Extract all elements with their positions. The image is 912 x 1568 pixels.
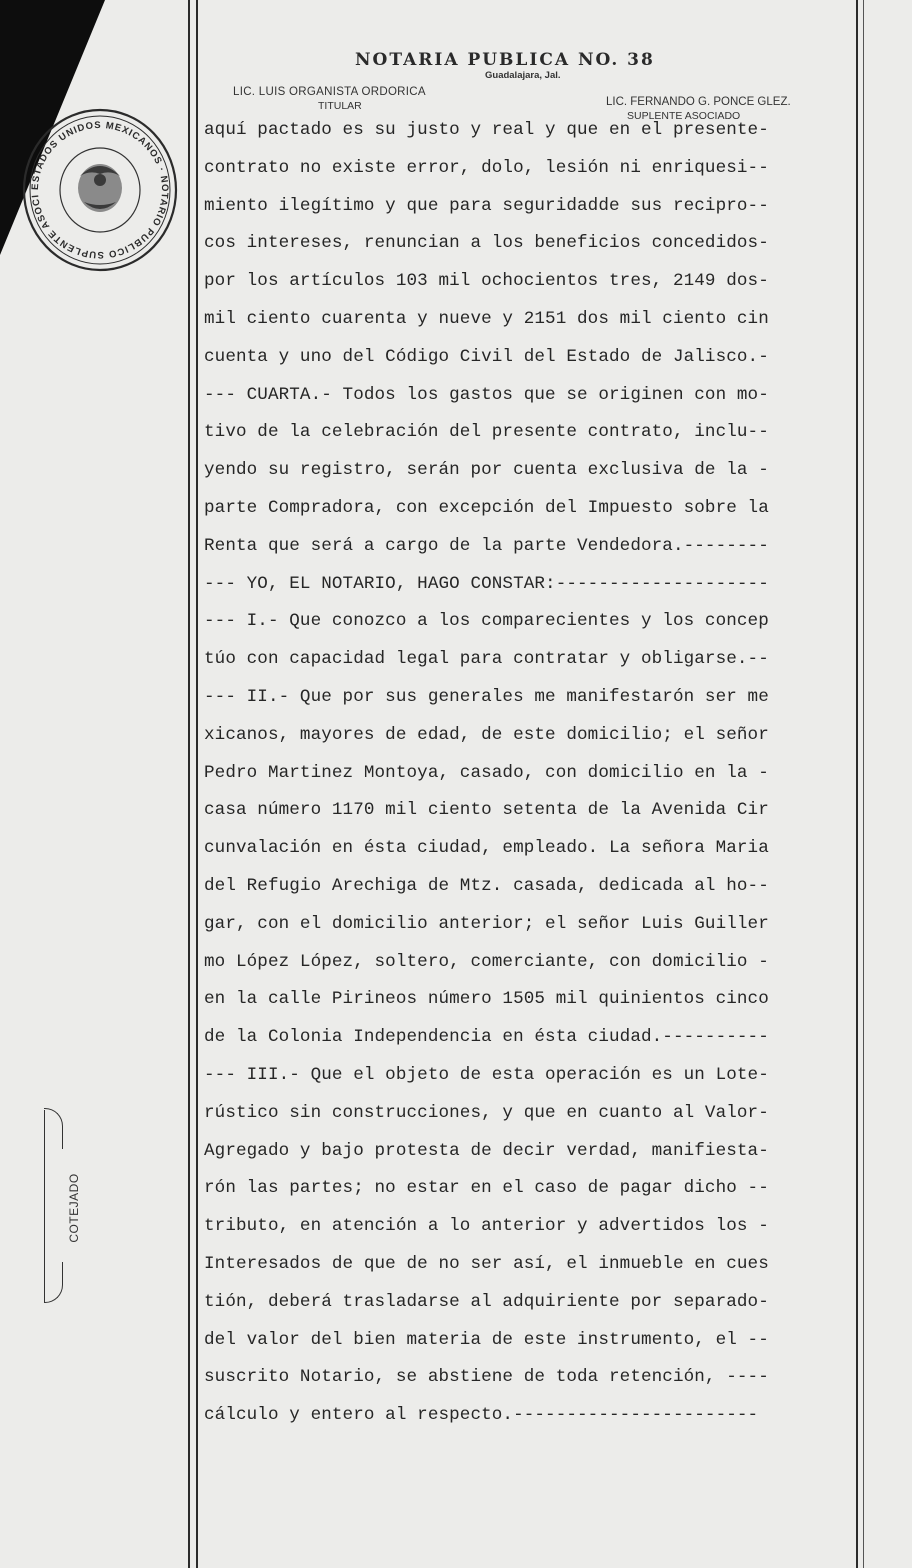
- text-line: mo López López, soltero, comerciante, con domicilio -: [204, 951, 769, 972]
- text-line: en la calle Pirineos número 1505 mil quinientos cinco: [204, 989, 769, 1010]
- text-line: cuenta y uno del Código Civil del Estado de Jalisco.-: [204, 346, 769, 367]
- text-line: yendo su registro, serán por cuenta exclusiva de la -: [204, 460, 769, 481]
- seal-lettering: ESTADOS UNIDOS MEXICANOS · NOTARIO PUBLICO SUPLENTE ASOCI: [29, 119, 171, 261]
- text-line: del Refugio Arechiga de Mtz. casada, dedicada al ho--: [204, 875, 769, 896]
- notary-office-city: Guadalajara, Jal.: [485, 70, 561, 81]
- text-line: mil ciento cuarenta y nueve y 2151 dos mil ciento cin: [204, 308, 769, 329]
- text-line: casa número 1170 mil ciento setenta de la Avenida Cir: [204, 800, 769, 821]
- text-line: contrato no existe error, dolo, lesión ni enriquesi--: [204, 157, 769, 178]
- margin-rule-left-inner: [196, 0, 198, 1568]
- notary-office-title: NOTARIA PUBLICA NO. 38: [355, 50, 655, 70]
- cotejado-stamp: COTEJADO: [67, 1173, 81, 1243]
- text-line: --- I.- Que conozco a los comparecientes y los concep: [204, 611, 769, 632]
- text-line: de la Colonia Independencia en ésta ciudad.----------: [204, 1027, 769, 1048]
- text-line: túo con capacidad legal para contratar y obligarse.--: [204, 649, 769, 670]
- cotejado-bracket-top: [44, 1108, 63, 1149]
- associate-name: LIC. FERNANDO G. PONCE GLEZ.: [606, 96, 791, 108]
- text-line: por los artículos 103 mil ochocientos tres, 2149 dos-: [204, 271, 769, 292]
- text-line: tivo de la celebración del presente contrato, inclu--: [204, 422, 769, 443]
- text-line: xicanos, mayores de edad, de este domicilio; el señor: [204, 724, 769, 745]
- titular-role: TITULAR: [318, 100, 362, 112]
- text-line: --- II.- Que por sus generales me manifestarón ser me: [204, 686, 769, 707]
- text-line: gar, con el domicilio anterior; el señor Luis Guiller: [204, 913, 769, 934]
- text-line: cos intereses, renuncian a los beneficios concedidos-: [204, 233, 769, 254]
- margin-rule-right-inner: [856, 0, 858, 1568]
- text-line: aquí pactado es su justo y real y que en el presente-: [204, 120, 769, 140]
- titular-name: LIC. LUIS ORGANISTA ORDORICA: [233, 86, 426, 98]
- text-line: --- III.- Que el objeto de esta operación es un Lote-: [204, 1064, 769, 1085]
- text-line: del valor del bien materia de este instrumento, el --: [204, 1329, 769, 1350]
- text-line: rústico sin construcciones, y que en cuanto al Valor-: [204, 1102, 769, 1123]
- deed-body-text: [204, 112, 844, 1435]
- text-line: tión, deberá trasladarse al adquiriente por separado-: [204, 1291, 769, 1312]
- text-line: tributo, en atención a lo anterior y advertidos los -: [204, 1216, 769, 1237]
- text-line: miento ilegítimo y que para seguridadde sus recipro--: [204, 195, 769, 216]
- associate-role: SUPLENTE ASOCIADO: [627, 110, 741, 122]
- text-line: Pedro Martinez Montoya, casado, con domicilio en la -: [204, 762, 769, 783]
- text-line: cálculo y entero al respecto.-----------------------: [204, 1405, 759, 1426]
- margin-rule-left-outer: [188, 0, 190, 1568]
- margin-rule-right-outer: [863, 0, 864, 1568]
- text-line: --- CUARTA.- Todos los gastos que se originen con mo-: [204, 384, 769, 405]
- text-line: rón las partes; no estar en el caso de pagar dicho --: [204, 1178, 769, 1199]
- cotejado-bracket-bottom: [44, 1262, 63, 1303]
- text-line: Renta que será a cargo de la parte Vendedora.--------: [204, 535, 769, 556]
- text-line: --- YO, EL NOTARIO, HAGO CONSTAR:--------------------: [204, 573, 769, 594]
- text-line: parte Compradora, con excepción del Impuesto sobre la: [204, 497, 769, 518]
- text-line: Agregado y bajo protesta de decir verdad, manifiesta-: [204, 1140, 769, 1161]
- notary-seal-stamp: [18, 98, 183, 278]
- text-line: suscrito Notario, se abstiene de toda retención, ----: [204, 1367, 769, 1388]
- text-line: cunvalación en ésta ciudad, empleado. La señora Maria: [204, 838, 769, 859]
- text-line: Interesados de que de no ser así, el inmueble en cues: [204, 1253, 769, 1274]
